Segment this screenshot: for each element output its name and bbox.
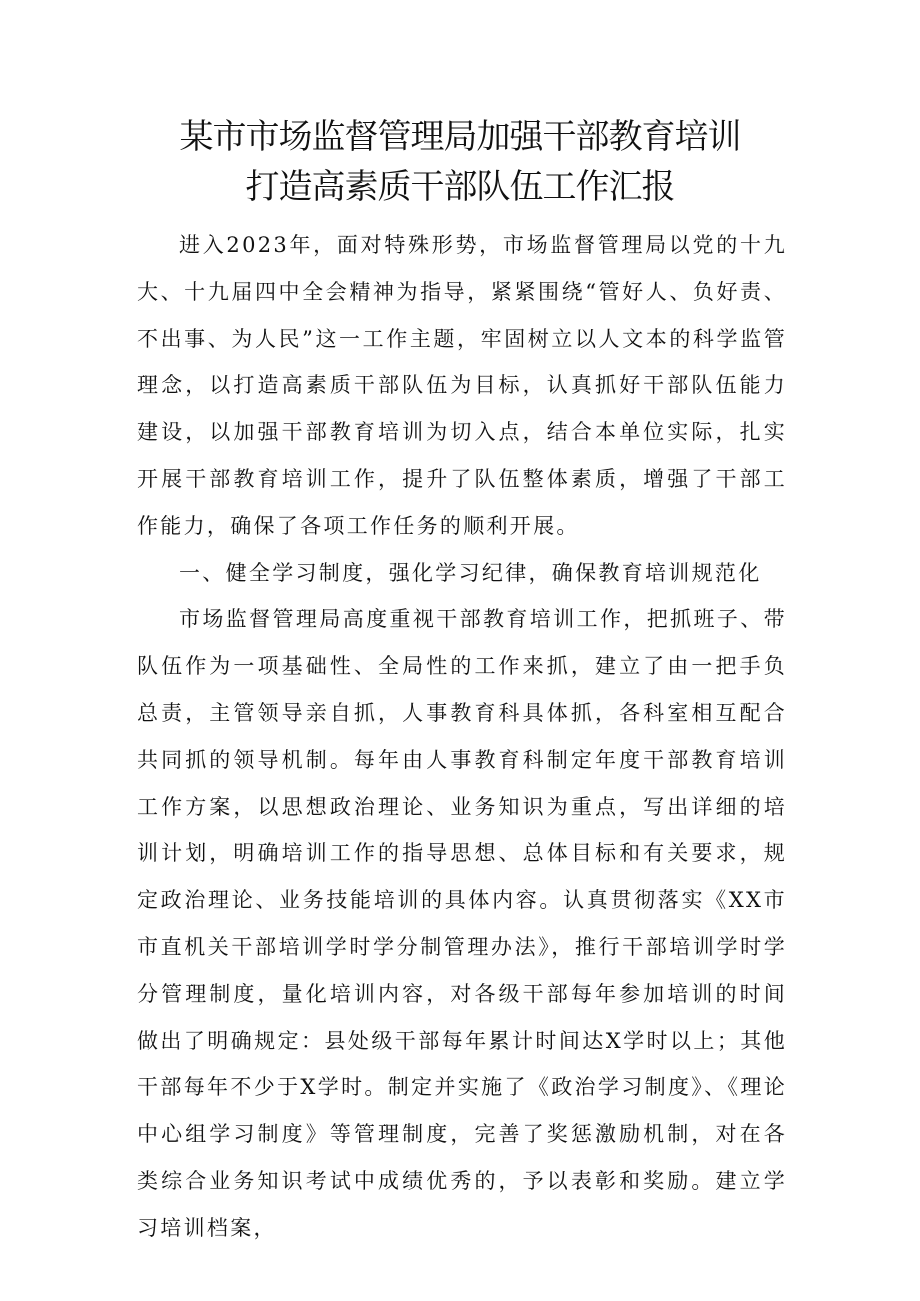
title-line-1: 某市市场监督管理局加强干部教育培训 xyxy=(179,117,741,157)
document-title xyxy=(0,112,920,212)
title-line-2: 打造高素质干部队伍工作汇报 xyxy=(245,167,675,207)
document-body xyxy=(137,222,787,1252)
section-heading-1: 一、健全学习制度，强化学习纪律，确保教育培训规范化 xyxy=(179,560,762,585)
intro-paragraph: 进入2023年，面对特殊形势，市场监督管理局以党的十九大、十九届四中全会精神为指导，紧紧围绕“管好人、负好责、不出事、为人民”这一工作主题，牢固树立以人文本的科学监管理念，以打造高素质干部队伍为目标，认真抓好干部队伍能力建设，以加强干部教育培训为切入点，结合本单位实际，扎实开展干部教育培训工作，提升了队伍整体素质，增强了干部工作能力，确保了各项工作任务的顺利开展。 xyxy=(137,233,787,538)
section-1-paragraph: 市场监督管理局高度重视干部教育培训工作，把抓班子、带队伍作为一项基础性、全局性的工作来抓，建立了由一把手负总责，主管领导亲自抓，人事教育科具体抓，各科室相互配合共同抓的领导机制。每年由人事教育科制定年度干部教育培训工作方案，以思想政治理论、业务知识为重点，写出详细的培训计划，明确培训工作的指导思想、总体目标和有关要求，规定政治理论、业务技能培训的具体内容。认真贯彻落实《XX市市直机关干部培训学时学分制管理办法》，推行干部培训学时学分管理制度，量化培训内容，对各级干部每年参加培训的时间做出了明确规定：县处级干部每年累计时间达X学时以上；其他干部每年不少于X学时。制定并实施了《政治学习制度》、《理论中心组学习制度》等管理制度，完善了奖惩激励机制，对在各类综合业务知识考试中成绩优秀的，予以表彰和奖励。建立学习培训档案， xyxy=(137,607,787,1240)
